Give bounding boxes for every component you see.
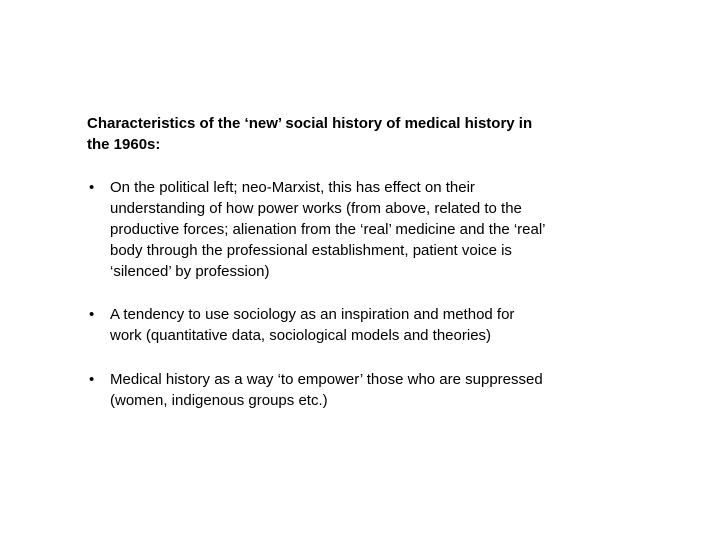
bullet-text: Medical history as a way ‘to empower’ those who are suppressed (women, indigenous groups etc.)	[110, 371, 543, 409]
bullet-list	[87, 177, 547, 433]
slide-heading: Characteristics of the ‘new’ social history of medical history in the 1960s:	[87, 115, 533, 153]
bullet-marker-icon: •	[89, 371, 95, 388]
bullet-marker-icon: •	[89, 306, 95, 323]
bullet-item-empower	[87, 369, 547, 411]
bullet-item-political-left	[87, 177, 547, 282]
bullet-text: On the political left; neo-Marxist, this has effect on their understanding of how power works (from above, related to the productive forces; alienation from the ‘real’ medicine and the ‘real’ body through the professional establishment, patient voice is ‘silenced’ by profession)	[110, 179, 545, 280]
bullet-marker-icon: •	[89, 179, 95, 196]
bullet-item-sociology	[87, 304, 547, 346]
bullet-text: A tendency to use sociology as an inspiration and method for work (quantitative data, sociological models and theories)	[110, 306, 515, 344]
